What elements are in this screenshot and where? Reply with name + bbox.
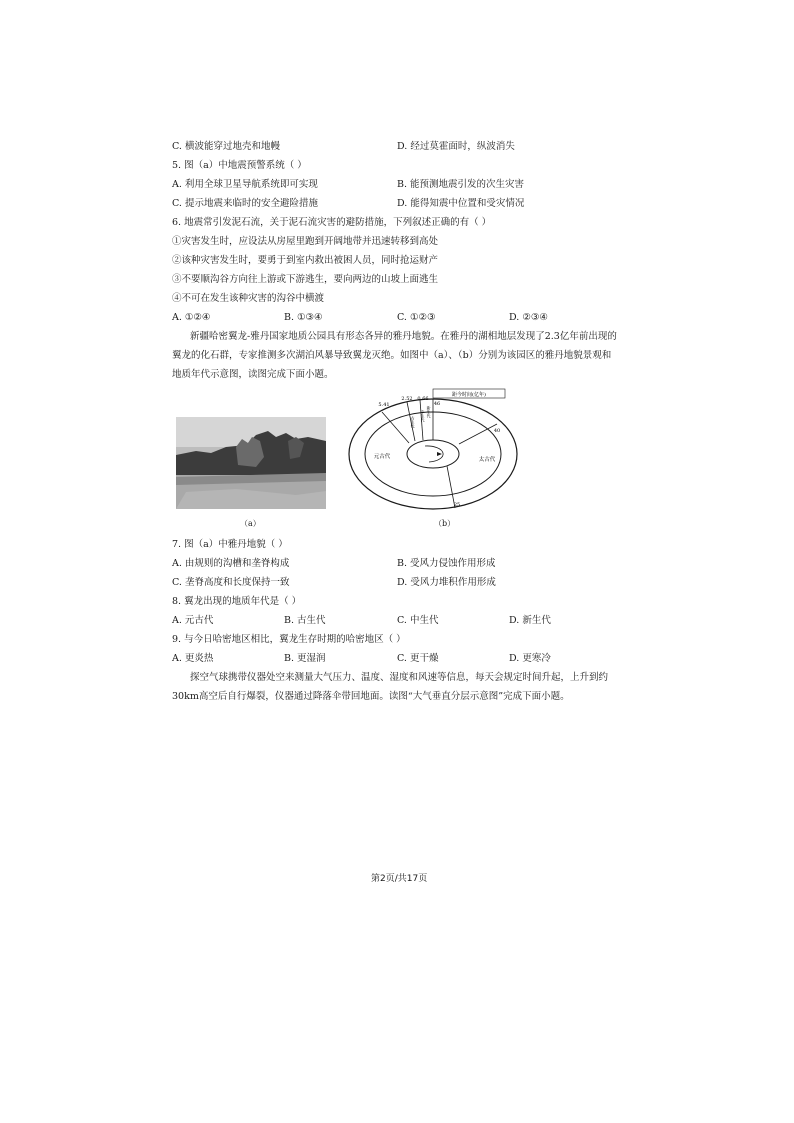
- q4-option-d: D. 经过莫霍面时，纵波消失: [397, 141, 515, 152]
- label-cenozoic: 新生代: [426, 406, 432, 418]
- q4-option-c: C. 横波能穿过地壳和地幔: [172, 141, 280, 152]
- q6-option-d: D. ②③④: [509, 312, 548, 323]
- q8-option-b: B. 古生代: [284, 615, 326, 626]
- q5-option-c: C. 提示地震来临时的安全避险措施: [172, 198, 318, 209]
- label-25: 25: [453, 502, 461, 508]
- q6-statement-4: ④不可在发生该种灾害的沟谷中横渡: [172, 293, 325, 304]
- figure-b-caption: （b）: [434, 519, 456, 528]
- q8-option-d: D. 新生代: [509, 615, 551, 626]
- page-number: 第2页/共17页: [371, 874, 428, 884]
- q5-option-b: B. 能预测地震引发的次生灾害: [397, 179, 525, 190]
- q6-option-c: C. ①②③: [397, 312, 436, 323]
- label-2-52: 2.52: [401, 396, 413, 402]
- q5-option-d: D. 能得知震中位置和受灾情况: [397, 198, 525, 209]
- label-proterozoic: 元古代: [373, 454, 391, 460]
- label-5-41: 5.41: [378, 402, 390, 408]
- figure-a-caption: （a）: [240, 519, 261, 528]
- q8-stem: 8. 翼龙出现的地质年代是（ ）: [172, 596, 302, 607]
- label-46: 46: [433, 401, 441, 407]
- q5-stem: 5. 图（a）中地震预警系统（ ）: [172, 160, 307, 171]
- q7-option-b: B. 受风力侵蚀作用形成: [397, 558, 496, 569]
- q7-option-d: D. 受风力堆积作用形成: [397, 577, 496, 588]
- label-0-66: 0.66: [417, 396, 429, 402]
- q6-statement-3: ③不要顺沟谷方向往上游或下游逃生，要向两边的山坡上面逃生: [172, 274, 439, 285]
- q9-option-a: A. 更炎热: [172, 653, 214, 664]
- passage-sounding-balloon: 探空气球携带仪器处空来测量大气压力、温度、湿度和风速等信息，每天会规定时间升起，上升到约30km高空后自行爆裂，仪器通过降落伞带回地面。读图“大气垂直分层示意图”完成下面小题。: [172, 672, 609, 702]
- q6-option-b: B. ①③④: [284, 312, 323, 323]
- q6-option-a: A. ①②④: [172, 312, 211, 323]
- q6-statement-1: ①灾害发生时，应设法从房屋里跑到开阔地带并迅速转移到高处: [172, 236, 439, 247]
- label-paleozoic: 古生代: [410, 416, 416, 428]
- q9-option-d: D. 更寒冷: [509, 653, 551, 664]
- q9-option-c: C. 更干燥: [397, 653, 439, 664]
- q8-option-a: A. 元古代: [172, 615, 214, 626]
- label-40: 40: [493, 428, 501, 434]
- geologic-time-diagram: [347, 386, 522, 514]
- q7-option-c: C. 垄脊高度和长度保持一致: [172, 577, 290, 588]
- q9-stem: 9. 与今日哈密地区相比，翼龙生存时期的哈密地区（ ）: [172, 634, 406, 645]
- q8-option-c: C. 中生代: [397, 615, 439, 626]
- q7-option-a: A. 由规则的沟槽和垄脊构成: [172, 558, 290, 569]
- q6-statement-2: ②该种灾害发生时，要勇于到室内救出被困人员，同时抢运财产: [172, 255, 439, 266]
- q6-stem: 6. 地震常引发泥石流，关于泥石流灾害的避防措施，下列叙述正确的有（ ）: [172, 217, 492, 228]
- label-archean: 太古代: [478, 457, 496, 463]
- label-mesozoic: 中生代: [420, 410, 426, 422]
- yardang-landscape-photo: [176, 417, 326, 509]
- legend-title: 距今时间(亿年): [452, 392, 486, 398]
- q5-option-a: A. 利用全球卫星导航系统即可实现: [172, 179, 318, 190]
- q9-option-b: B. 更湿润: [284, 653, 326, 664]
- passage-yardang: 新疆哈密翼龙-雅丹国家地质公园具有形态各异的雅丹地貌。在雅丹的湖相地层发现了2.3亿年前出现的翼龙的化石群，专家推测多次湖泊风暴导致翼龙灭绝。如图中（a）、（b）分别为该园区的雅丹地貌景观和地质年代示意图，读图完成下面小题。: [172, 331, 617, 380]
- q7-stem: 7. 图（a）中雅丹地貌（ ）: [172, 539, 288, 550]
